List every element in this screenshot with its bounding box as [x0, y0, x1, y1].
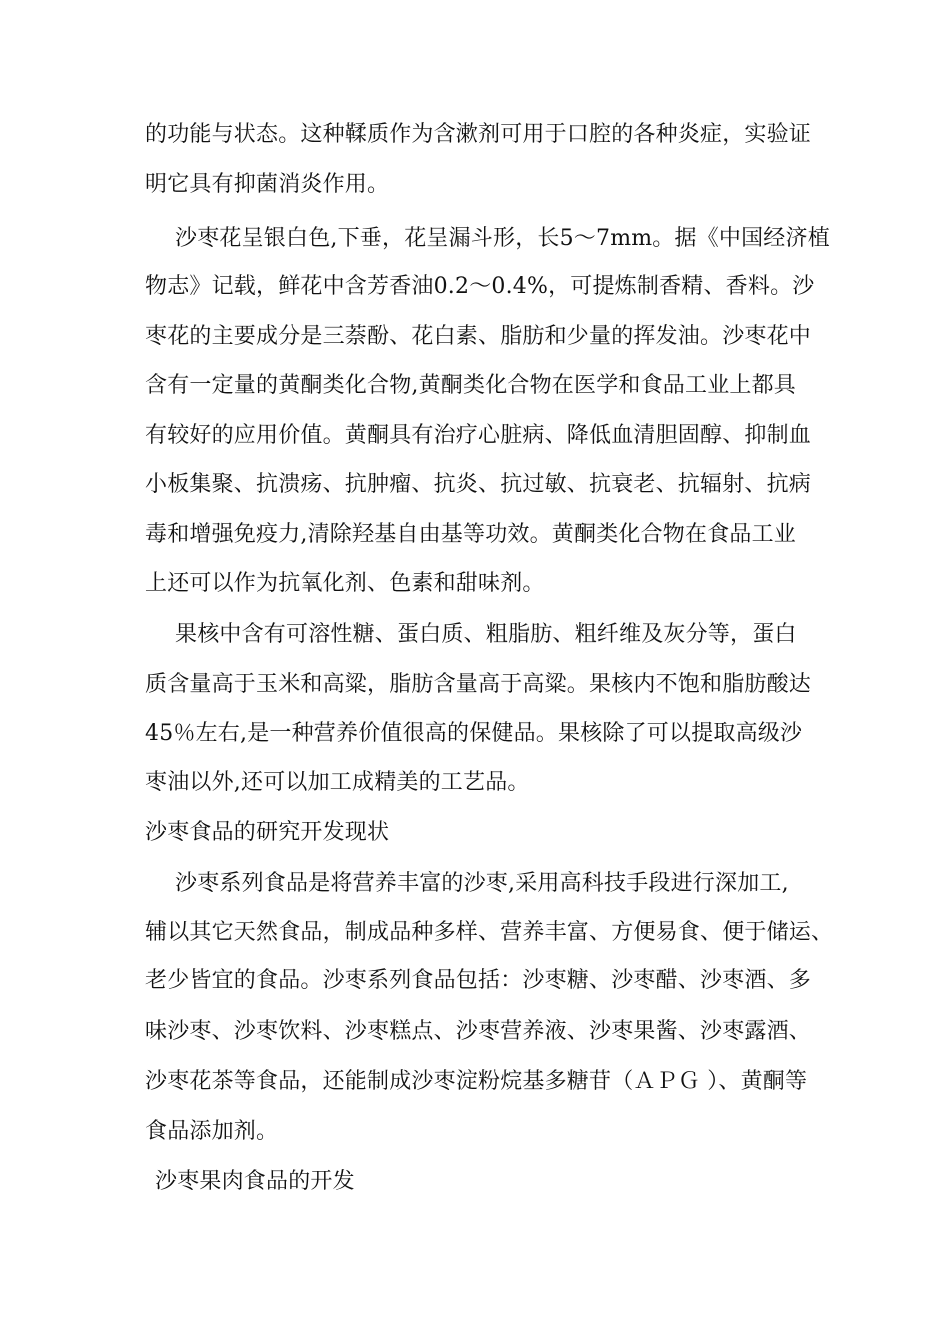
paragraph-line: 含有一定量的黄酮类化合物,黄酮类化合物在医学和食品工业上都具	[145, 373, 796, 398]
paragraph-line: 枣花的主要成分是三萘酚、花白素、脂肪和少量的挥发油。沙枣花中	[145, 324, 812, 349]
paragraph-line: 沙枣系列食品是将营养丰富的沙枣,采用高科技手段进行深加工,	[175, 871, 789, 896]
paragraph-line: 的功能与状态。这种鞣质作为含漱剂可用于口腔的各种炎症，实验证	[145, 122, 812, 147]
section-heading: 沙枣食品的研究开发现状	[145, 820, 390, 845]
paragraph-line: 枣油以外,还可以加工成精美的工艺品。	[145, 770, 530, 795]
paragraph-line: 沙枣花呈银白色,下垂，花呈漏斗形，长5～7mm。据《中国经济植	[175, 226, 830, 251]
paragraph-line: 45％左右,是一种营养价值很高的保健品。果核除了可以提取高级沙	[145, 721, 803, 746]
paragraph-line: 果核中含有可溶性糖、蛋白质、粗脂肪、粗纤维及灰分等，蛋白	[175, 622, 797, 647]
paragraph-line: 味沙枣、沙枣饮料、沙枣糕点、沙枣营养液、沙枣果酱、沙枣露酒、	[145, 1019, 812, 1044]
paragraph-line: 明它具有抑菌消炎作用。	[145, 172, 390, 197]
paragraph-line: 有较好的应用价值。黄酮具有治疗心脏病、降低血清胆固醇、抑制血	[145, 423, 812, 448]
paragraph-line: 老少皆宜的食品。沙枣系列食品包括：沙枣糖、沙枣醋、沙枣酒、多	[145, 968, 812, 993]
paragraph-line: 质含量高于玉米和高粱，脂肪含量高于高粱。果核内不饱和脂肪酸达	[145, 672, 812, 697]
paragraph-line: 食品添加剂。	[145, 1119, 279, 1144]
paragraph-line: 辅以其它天然食品，制成品种多样、营养丰富、方便易食、便于储运、	[145, 920, 834, 945]
paragraph-line: 毒和增强免疫力,清除羟基自由基等功效。黄酮类化合物在食品工业	[145, 522, 796, 547]
paragraph-line: 小板集聚、抗溃疡、抗肿瘤、抗炎、抗过敏、抗衰老、抗辐射、抗病	[145, 472, 812, 497]
paragraph-line: 沙枣花茶等食品，还能制成沙枣淀粉烷基多糖苷（ＡＰＧ ）、黄酮等	[145, 1069, 808, 1094]
paragraph-line: 上还可以作为抗氧化剂、色素和甜味剂。	[145, 571, 545, 596]
paragraph-line: 物志》记载，鲜花中含芳香油0.2～0.4%，可提炼制香精、香料。沙	[145, 274, 815, 299]
subsection-heading: 沙枣果肉食品的开发	[155, 1169, 355, 1194]
